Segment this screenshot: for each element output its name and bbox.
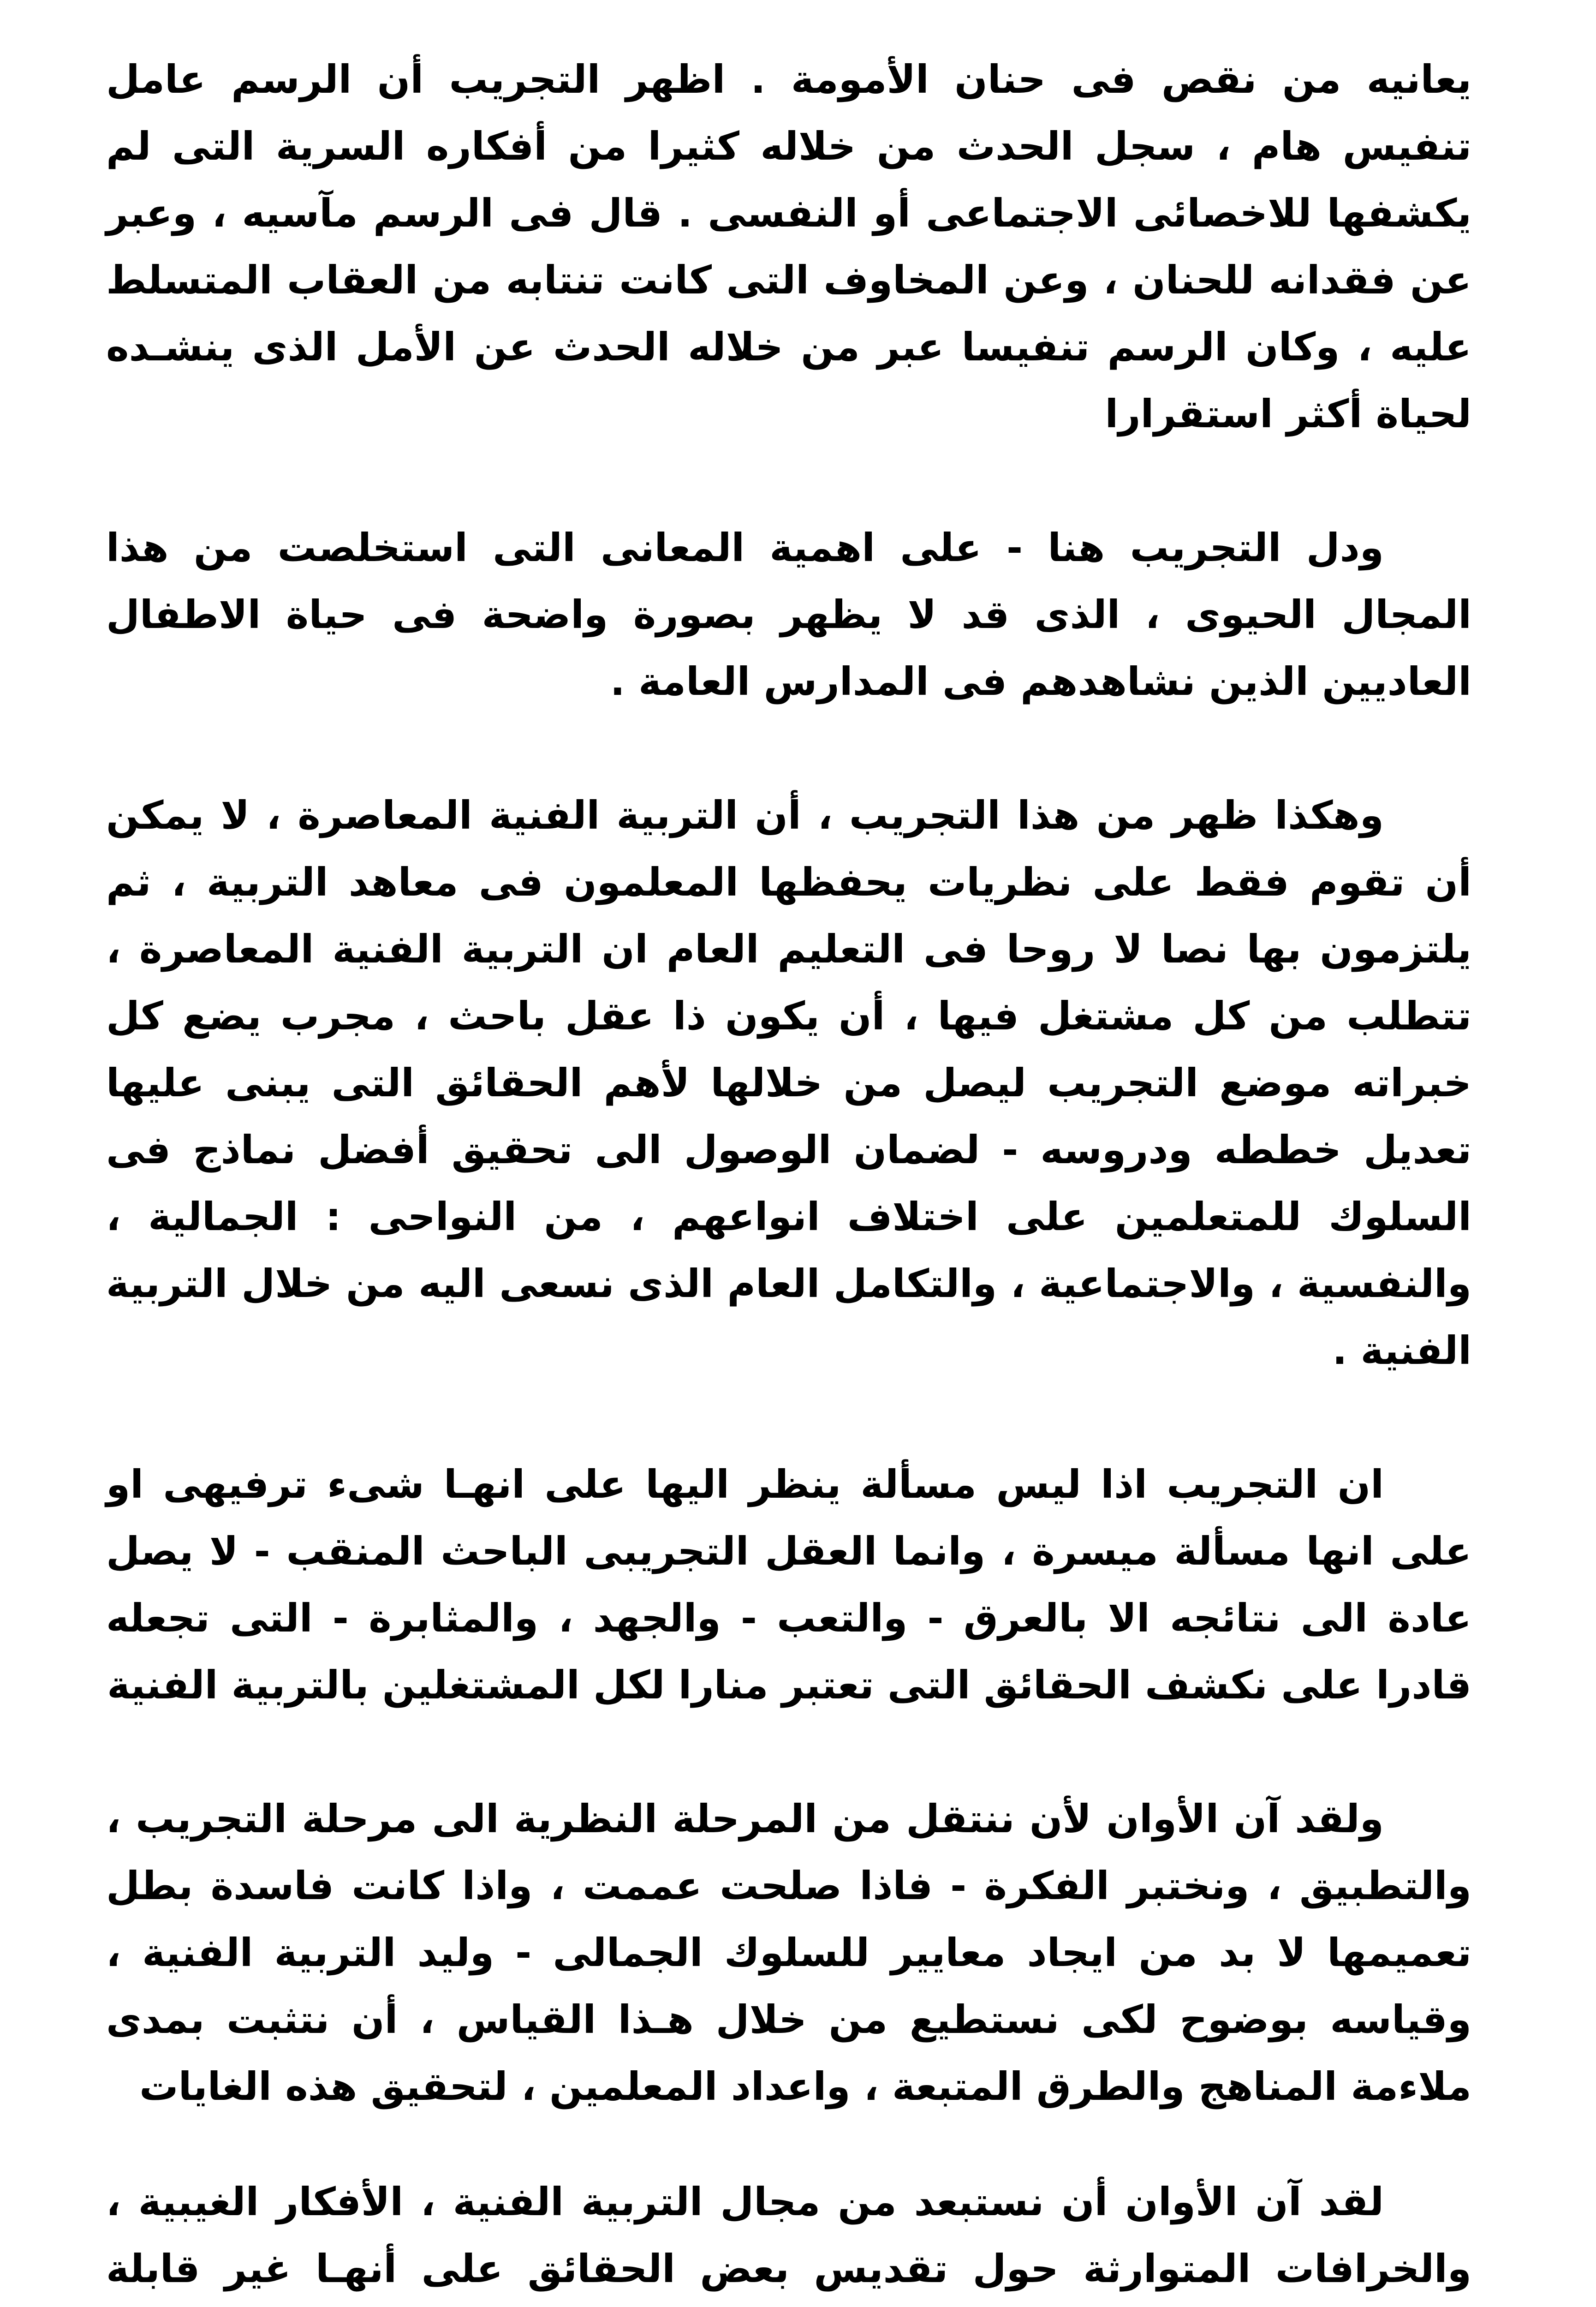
- body-text: [106, 46, 1471, 2307]
- paragraph-spacer: [106, 2120, 1471, 2169]
- paragraph-spacer: [106, 1719, 1471, 1786]
- paragraph-spacer: [106, 1384, 1471, 1451]
- paragraph-3: وهكذا ظهر من هذا التجريب ، أن التربية الفنية المعاصرة ، لا يمكن أن تقوم فقط على نظريات يحفظها المعلمون فى معاهد التربية ، ثم يلتزمون بها نصا لا روحا فى التعليم العام ان التربية الفنية المعاصرة ، تتطلب من كل مشتغل فيها ، أن يكون ذا عقل باحث ، مجرب يضع كل خبراته موضع التجريب ليصل من خلالها لأهم الحقائق التى يبنى عليها تعديل خططه ودروسه - لضمان الوصول الى تحقيق أفضل نماذج فى السلوك للمتعلمين على اختلاف انواعهم ، من النواحى : الجمالية ، والنفسية ، والاجتماعية ، والتكامل العام الذى نسعى اليه من خلال التربية الفنية .: [106, 793, 1471, 1373]
- paragraph-spacer: [106, 448, 1471, 514]
- paragraph-1: يعانيه من نقص فى حنان الأمومة . اظهر التجريب أن الرسم عامل تنفيس هام ، سجل الحدث من خلاله كثيرا من أفكاره السرية التى لم يكشفها للاخصائى الاجتماعى أو النفسى . قال فى الرسم مآسيه ، وعبر عن فقدانه للحنان ، وعن المخاوف التى كانت تنتابه من العقاب المتسلط عليه ، وكان الرسم تنفيسا عبر من خلاله الحدث عن الأمل الذى ينشـده لحياة أكثر استقرارا: [106, 57, 1471, 436]
- paragraph-spacer: [106, 715, 1471, 782]
- paragraph-2: ودل التجريب هنا - على اهمية المعانى التى استخلصت من هذا المجال الحيوى ، الذى قد لا يظهر بصورة واضحة فى حياة الاطفال العاديين الذين نشاهدهم فى المدارس العامة .: [106, 525, 1471, 704]
- paragraph-6: لقد آن الأوان أن نستبعد من مجال التربية الفنية ، الأفكار الغيبية ، والخرافات المتوارثة حول تقديس بعض الحقائق على أنهـا غير قابلة: [106, 2179, 1471, 2291]
- paragraph-5: ولقد آن الأوان لأن ننتقل من المرحلة النظرية الى مرحلة التجريب ، والتطبيق ، ونختبر الفكرة - فاذا صلحت عممت ، واذا كانت فاسدة بطل تعميمها لا بد من ايجاد معايير للسلوك الجمالى - وليد التربية الفنية ، وقياسه بوضوح لكى نستطيع من خلال هـذا القياس ، أن نتثبت بمدى ملاءمة المناهج والطرق المتبعة ، واعداد المعلمين ، لتحقيق هذه الغايات: [106, 1796, 1471, 2109]
- paragraph-4: ان التجريب اذا ليس مسألة ينظر اليها على انهـا شىء ترفيهى او على انها مسألة ميسرة ، وانما العقل التجريبى الباحث المنقب - لا يصل عادة الى نتائجه الا بالعرق - والتعب - والجهد ، والمثابرة - التى تجعله قادرا على نكشف الحقائق التى تعتبر منارا لكل المشتغلين بالتربية الفنية: [106, 1462, 1471, 1708]
